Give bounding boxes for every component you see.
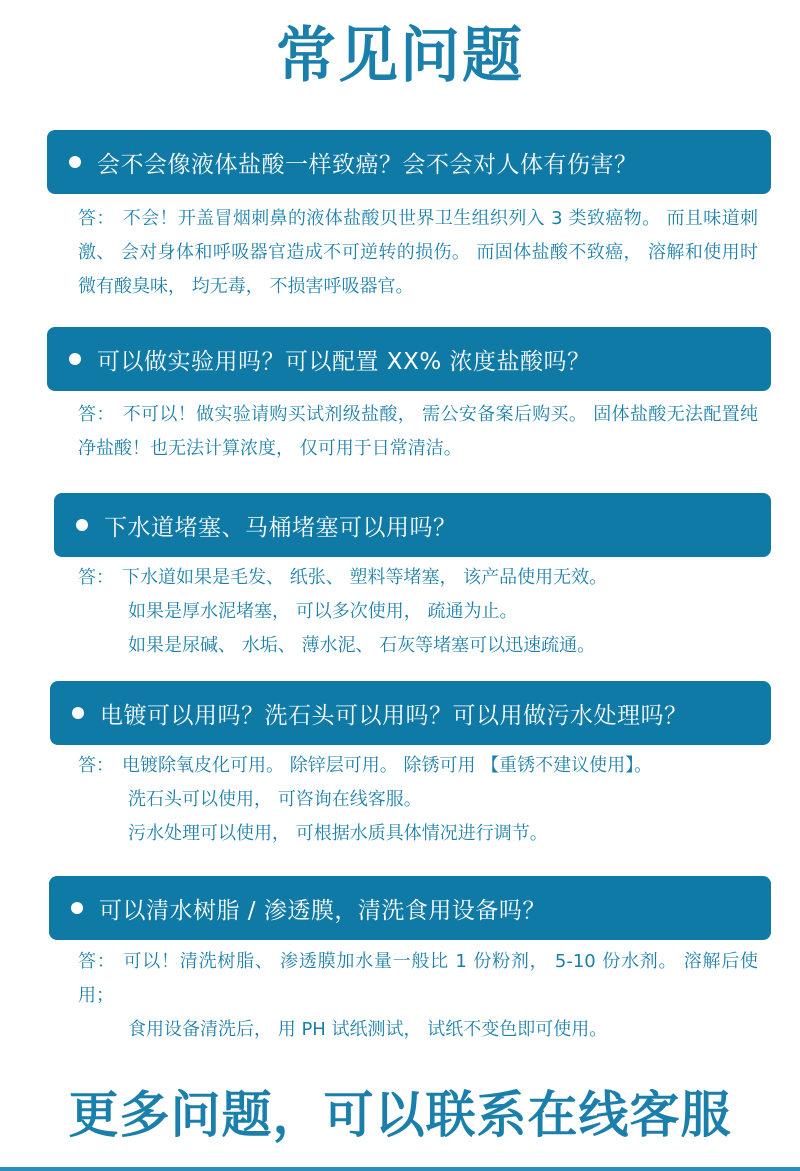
bullet-icon [69, 353, 81, 365]
answer-line: 食用设备清洗后， 用 PH 试纸测试， 试纸不变色即可使用。 [128, 1019, 608, 1040]
bullet-icon [69, 156, 81, 168]
answer-line: 下水道如果是毛发、 纸张、 塑料等堵塞， 该产品使用无效。 [122, 567, 608, 588]
answer-line: 不可以！做实验请购买试剂级盐酸， 需公安备案后购买。 固体盐酸无法配置纯净盐酸！也无法计算浓度， 仅可用于日常清洁。 [78, 404, 758, 459]
faq-question-3 [54, 493, 771, 557]
faq-question-text: 可以做实验用吗？可以配置 XX% 浓度盐酸吗？ [97, 348, 591, 375]
faq-question-2 [47, 327, 771, 391]
answer-line: 可以！清洗树脂、 渗透膜加水量一般比 1 份粉剂， 5-10 份水剂。 溶解后使用； [78, 951, 759, 1006]
faq-answer-3 [78, 561, 758, 663]
faq-answer-5 [78, 945, 758, 1047]
answer-prefix: 答： [78, 404, 115, 425]
bullet-icon [71, 902, 83, 914]
faq-question-1 [47, 130, 771, 194]
faq-question-4 [50, 681, 771, 745]
bullet-icon [76, 519, 88, 531]
answer-prefix: 答： [78, 567, 114, 588]
answer-prefix: 答： [78, 208, 115, 229]
faq-question-text: 会不会像液体盐酸一样致癌？会不会对人体有伤害？ [97, 151, 638, 178]
answer-line: 不会！开盖冒烟刺鼻的液体盐酸贝世界卫生组织列入 3 类致癌物。 而且味道刺激、 会对身体和呼吸器官造成不可逆转的损伤。 而固体盐酸不致癌， 溶解和使用时微有酸臭味， 均无毒， 不损害呼吸器官。 [78, 208, 759, 297]
answer-line: 洗石头可以使用， 可咨询在线客服。 [128, 789, 422, 810]
faq-answer-1 [78, 202, 758, 304]
faq-question-text: 下水道堵塞、马桶堵塞可以用吗？ [104, 514, 457, 541]
page-title: 常见问题 [276, 21, 524, 91]
faq-question-text: 电镀可以用吗？洗石头可以用吗？可以用做污水处理吗？ [100, 702, 688, 729]
faq-answer-2 [78, 398, 758, 466]
faq-answer-4 [78, 749, 758, 851]
bottom-divider [0, 1167, 800, 1171]
contact-banner: 更多问题，可以联系在线客服 [68, 1086, 732, 1144]
bullet-icon [72, 707, 84, 719]
answer-prefix: 答： [78, 951, 116, 972]
answer-line: 电镀除氧皮化可用。 除锌层可用。 除锈可用 【重锈不建议使用】。 [122, 755, 653, 776]
faq-question-text: 可以清水树脂 / 渗透膜，清洗食用设备吗？ [99, 897, 546, 924]
answer-line: 如果是尿碱、 水垢、 薄水泥、 石灰等堵塞可以迅速疏通。 [128, 635, 596, 656]
answer-line: 污水处理可以使用， 可根据水质具体情况进行调节。 [128, 823, 548, 844]
answer-prefix: 答： [78, 755, 114, 776]
answer-line: 如果是厚水泥堵塞， 可以多次使用， 疏通为止。 [128, 601, 518, 622]
faq-question-5 [49, 876, 771, 940]
